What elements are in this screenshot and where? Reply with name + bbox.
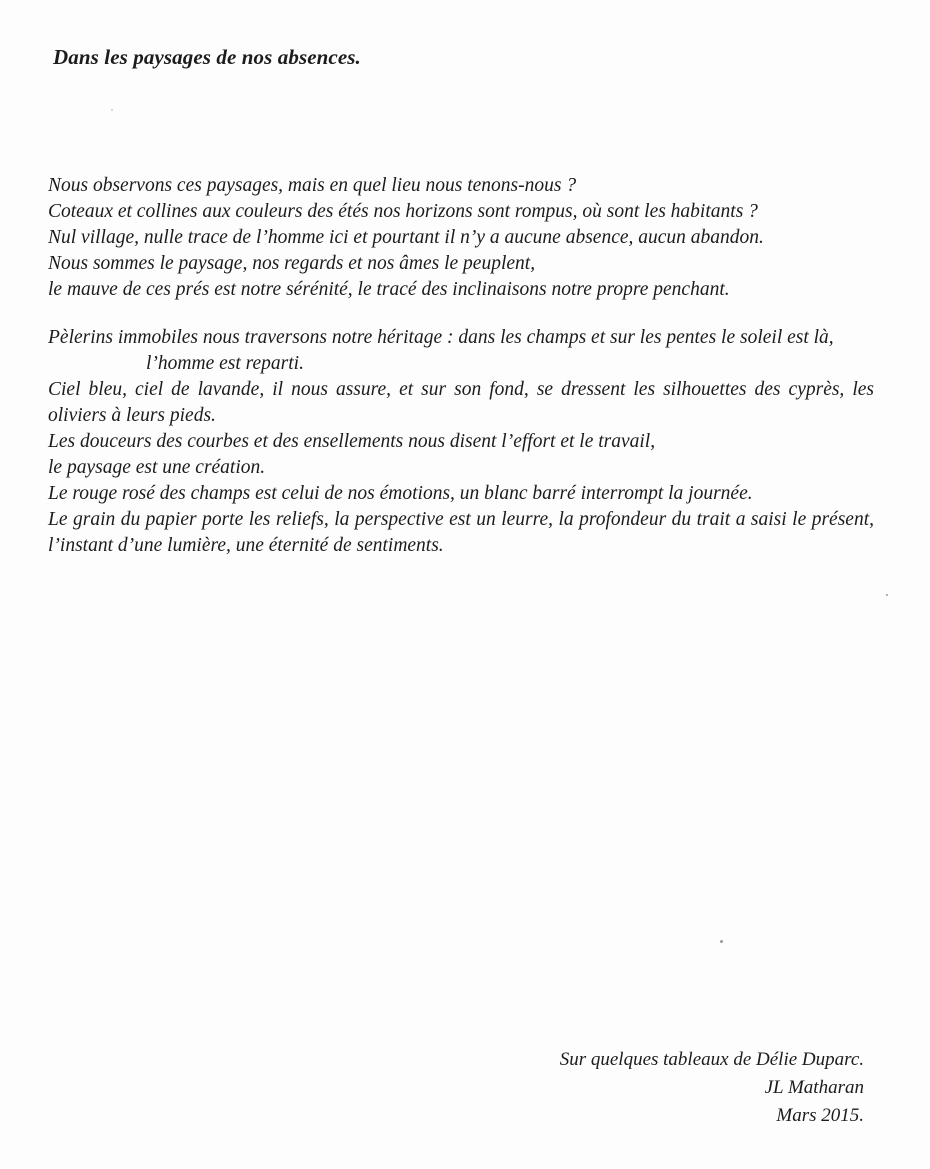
poem-line: Nul village, nulle trace de l’homme ici et pourtant il n’y a aucune absence, aucun abandon. xyxy=(48,227,764,248)
scan-speck xyxy=(886,594,888,596)
poem-line: Nous observons ces paysages, mais en quel lieu nous tenons-nous ? xyxy=(48,175,577,196)
poem-line: Le rouge rosé des champs est celui de nos émotions, un blanc barré interrompt la journée. xyxy=(48,483,753,504)
poem-line: Ciel bleu, ciel de lavande, il nous assure, et sur son fond, se dressent les silhouettes des cyprès, les oliviers à leurs pieds. xyxy=(48,379,874,426)
poem-line: Le grain du papier porte les reliefs, la perspective est un leurre, la profondeur du trait a saisi le présent, l’instant d’une lumière, une éternité de sentiments. xyxy=(48,509,874,556)
scan-speck xyxy=(111,109,113,111)
dedication-line: Sur quelques tableaux de Délie Duparc. xyxy=(559,1049,864,1070)
poem-line: Pèlerins immobiles nous traversons notre héritage : dans les champs et sur les pentes le soleil est là, xyxy=(48,327,834,348)
poem-body xyxy=(48,173,874,559)
stanza-1 xyxy=(48,173,874,303)
poem-line: le mauve de ces prés est notre sérénité, le tracé des inclinaisons notre propre penchant. xyxy=(48,279,730,300)
poem-line-indented: l’homme est reparti. xyxy=(146,353,304,374)
author-name: JL Matharan xyxy=(764,1077,864,1098)
date-line: Mars 2015. xyxy=(776,1105,864,1126)
poem-title: Dans les paysages de nos absences. xyxy=(53,45,361,69)
poem-line: le paysage est une création. xyxy=(48,457,266,478)
poem-line: Nous sommes le paysage, nos regards et nos âmes le peuplent, xyxy=(48,253,536,274)
signature-block xyxy=(560,1046,864,1130)
stanza-2 xyxy=(48,325,874,559)
poem-line: Les douceurs des courbes et des ensellements nous disent l’effort et le travail, xyxy=(48,431,656,452)
poem-line: Coteaux et collines aux couleurs des étés nos horizons sont rompus, où sont les habitants ? xyxy=(48,201,758,222)
scan-speck xyxy=(720,940,723,943)
